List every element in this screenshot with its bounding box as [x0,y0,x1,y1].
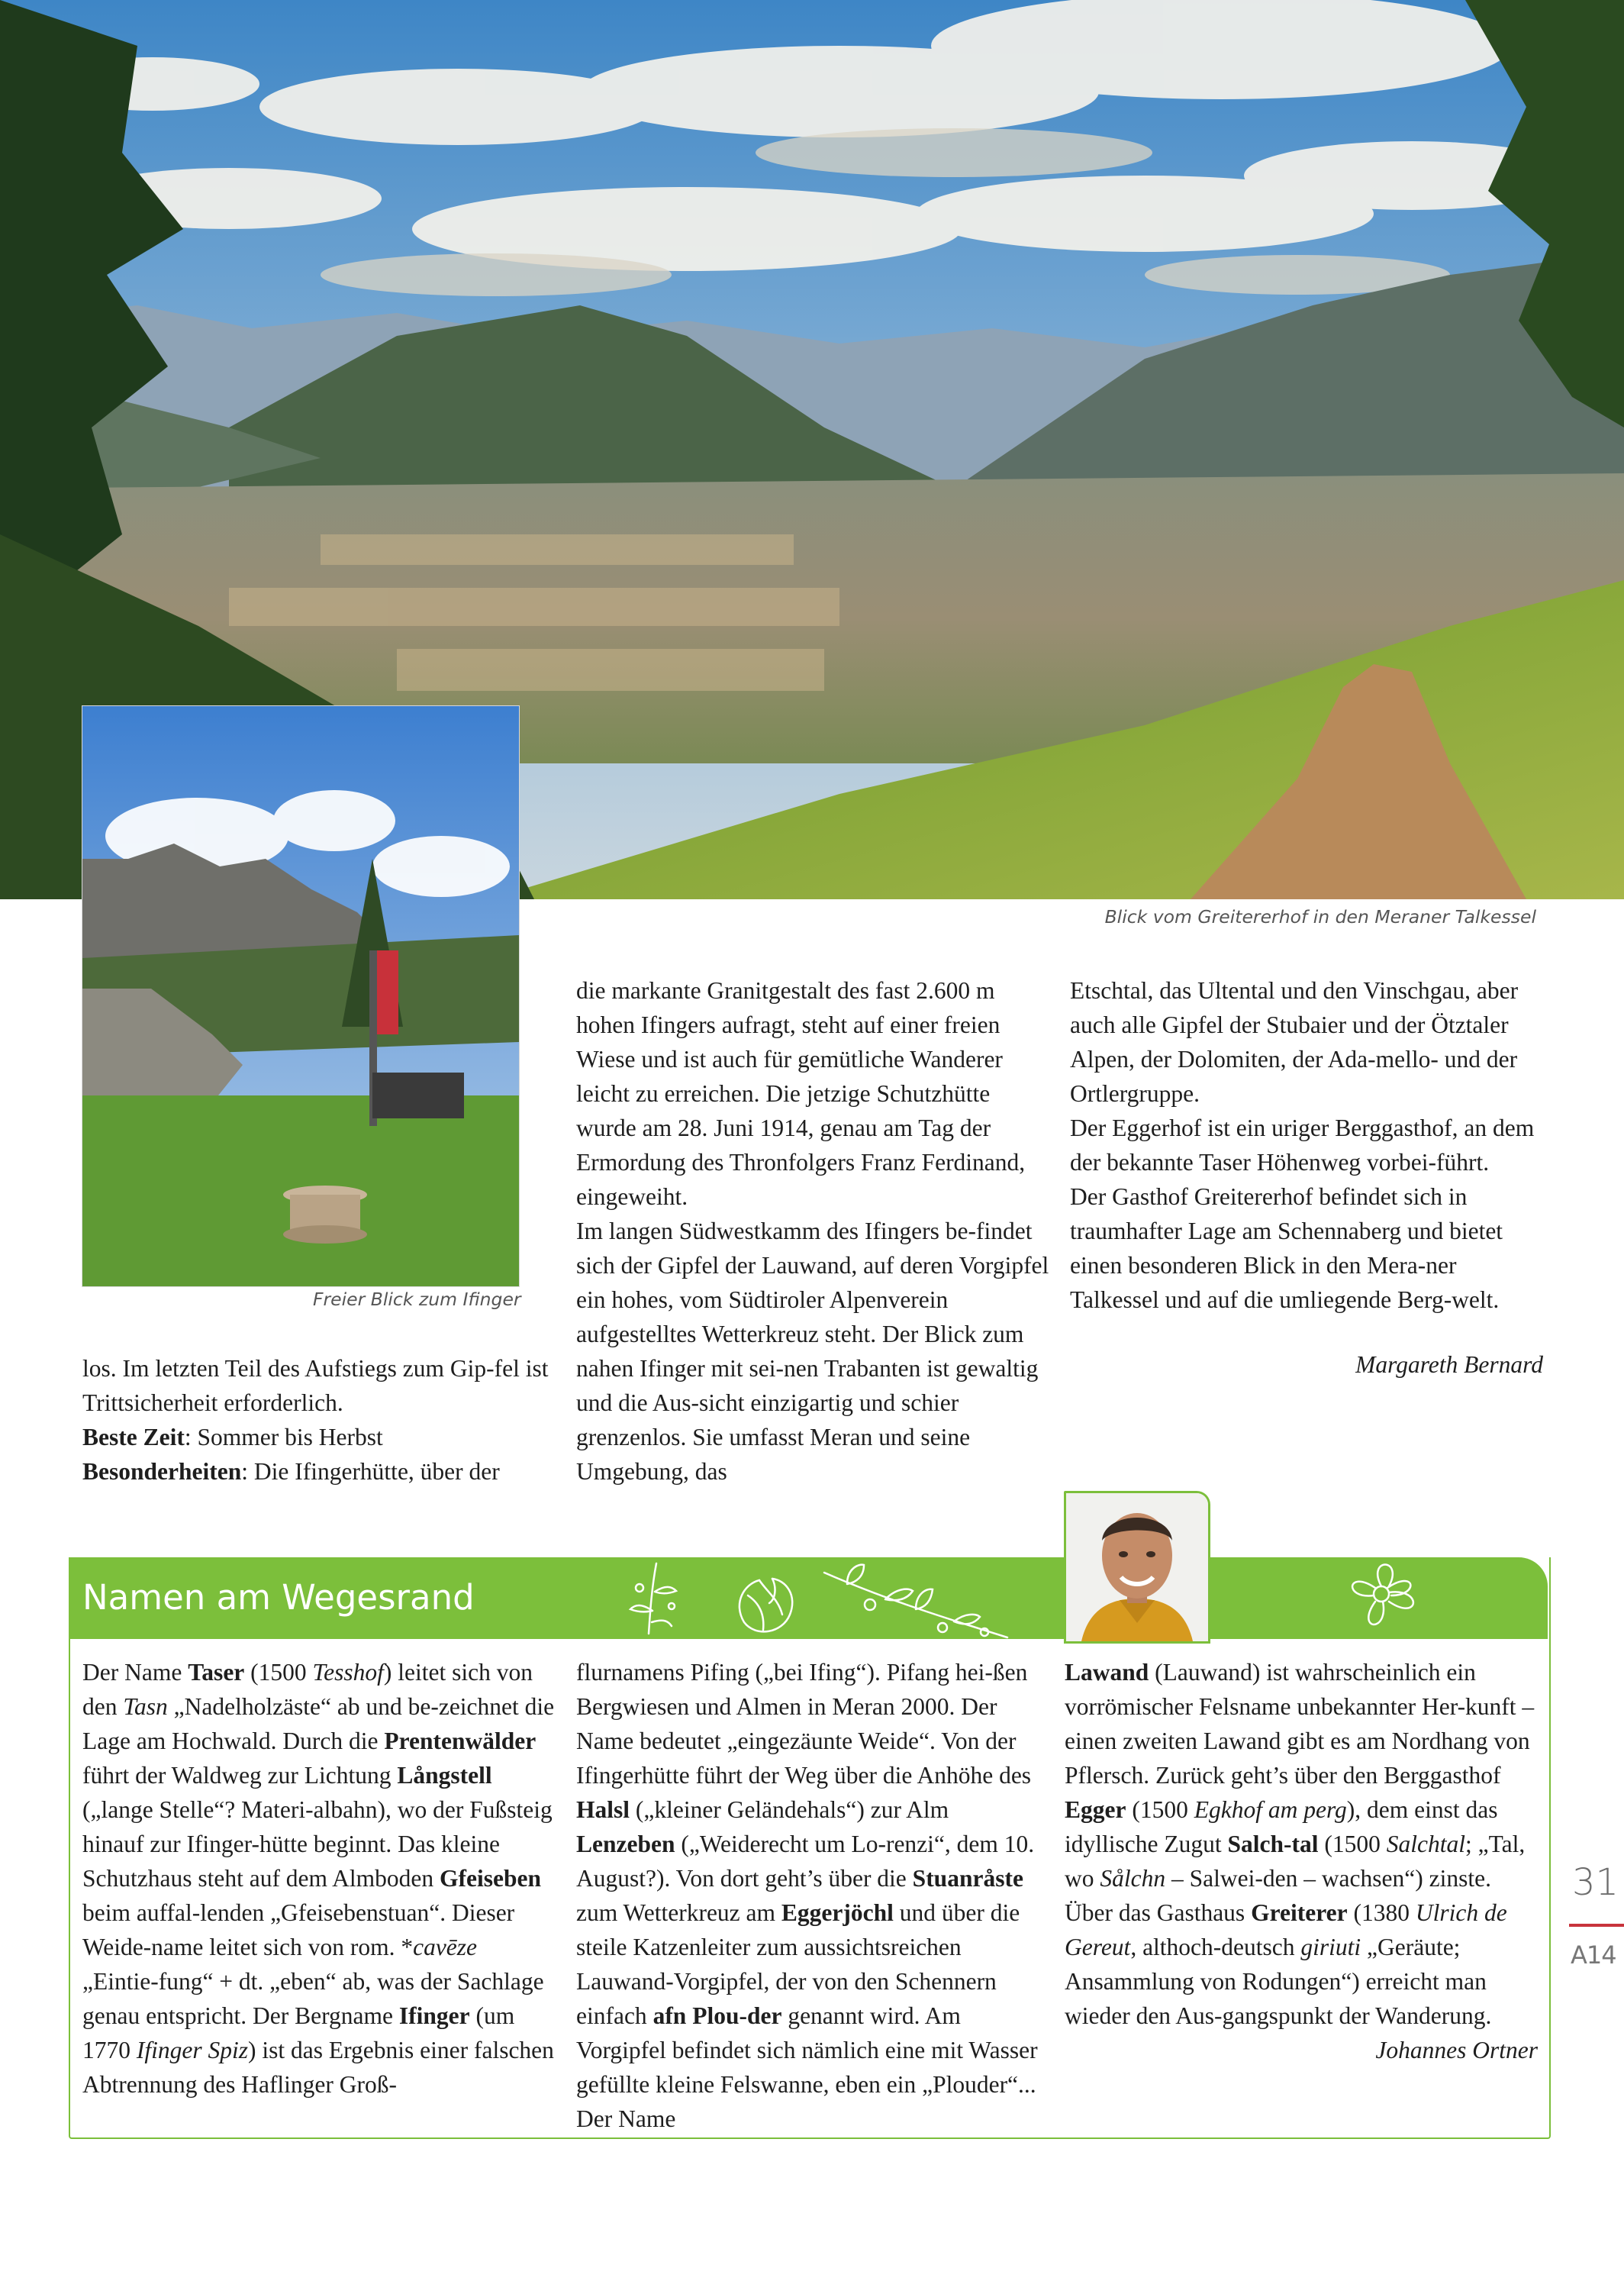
sidebar-author: Johannes Ortner [1375,2037,1538,2063]
best-time [82,1420,556,1454]
paragraph: Lawand (Lauwand) ist wahrscheinlich ein vorrömischer Felsname unbekannter Her-kunft – einen zweiten Lawand gibt es am Nordhang von Pflersch. Zurück geht’s über den Berggasthof Egger (1500 Egkhof am perg), dem einst das idyllische Zugut Salch-tal (1500 Salchtal; „Tal, wo Sålchn – Salwei-den – wachsen“) zinste. Über das Gasthaus Greiterer (1380 Ulrich de Gereut, althoch-deutsch giriuti „Geräute; Ansammlung von Rodungen“) erreicht man wieder den Aus-gangspunkt der Wanderung. [1065,1659,1535,2029]
paragraph: Der Gasthof Greitererhof befindet sich in traumhafter Lage am Schennaberg und bietet einen besonderen Blick in den Mera-ner Talkessel und auf die umliegende Berg-welt. [1070,1183,1503,1313]
best-time-value: : Sommer bis Herbst [184,1424,383,1450]
hero-caption: Blick vom Greitererhof in den Meraner Talkessel [1104,906,1536,928]
sidebar-title: Namen am Wegesrand [82,1577,475,1618]
paragraph: die markante Granitgestalt des fast 2.600 m hohen Ifingers aufragt, steht auf einer freien Wiese und ist auch für gemütliche Wanderer leicht zu erreichen. Die jetzige Schutzhütte wurde am 28. Juni 1914, genau am Tag der Ermordung des Thronfolgers Franz Ferdinand, eingeweiht. [576,977,1026,1210]
page-rule [1569,1924,1624,1927]
paragraph: Der Eggerhof ist ein uriger Berggasthof, an dem der bekannte Taser Höhenweg vorbei-führt. [1070,1115,1535,1176]
article-column-2 [576,973,1049,1489]
author-portrait [1064,1491,1210,1644]
paragraph: Der Name Taser (1500 Tesshof) leitet sich von den Tasn „Nadelholzäste“ ab und be-zeichnet die Lage am Hochwald. Durch die Prentenwälder führt der Waldweg zur Lichtung Långstell („lange Stelle“? Materi-albahn), wo der Fußsteig hinauf zur Ifinger-hütte beginnt. Das kleine Schutzhaus steht auf dem Almboden Gfeiseben beim auffal-lenden „Gfeisebenstuan“. Dieser Weide-name leitet sich von rom. *cavēze „Eintie-fung“ + dt. „eben“ ab, was der Sachlage genau entspricht. Der Bergname Ifinger (um 1770 Ifinger Spiz) ist das Ergebnis einer falschen Abtrennung des Haflinger Groß- [82,1659,555,2098]
paragraph: Im langen Südwestkamm des Ifingers be-findet sich der Gipfel der Lauwand, auf deren Vorgipfel ein hohes, vom Südtiroler Alpenverein aufgestelltes Wetterkreuz steht. Der Blick zum nahen Ifinger mit sei-nen Trabanten ist gewaltig und die Aus-sicht einzigartig und schier grenzenlos. Sie umfasst Meran und seine Umgebung, das [576,1218,1049,1485]
inset-photo [82,706,519,1286]
sidebar-column-2 [576,1655,1049,2136]
special-features [82,1454,556,1489]
article-author: Margareth Bernard [1355,1351,1543,1378]
flower-line-icon [1352,1565,1413,1625]
leaf-branch-icon [630,1563,676,1634]
paragraph: los. Im letzten Teil des Aufstiegs zum Gip-fel ist Trittsicherheit erforderlich. [82,1355,549,1416]
best-time-label: Beste Zeit [82,1424,185,1450]
paragraph: Etschtal, das Ultental und den Vinschgau, aber auch alle Gipfel der Stubaier und der Ötztaler Alpen, der Dolomiten, der Ada-mello- und der Ortlergruppe. [1070,977,1519,1107]
page-number: 31 [1572,1861,1619,1904]
rose-line-icon [740,1579,792,1631]
leaf-branch-icon [824,1565,1007,1637]
article-column-3 [1070,973,1543,1382]
sidebar-column-1 [82,1655,556,2102]
inset-caption: Freier Blick zum Ifinger [313,1289,521,1310]
sidebar-column-3 [1065,1655,1538,2067]
page-code: A14 [1571,1941,1616,1970]
special-features-value: : Die Ifingerhütte, über der [241,1458,500,1485]
article-column-1 [82,1351,556,1489]
paragraph: flurnamens Pifing („bei Ifing“). Pifang hei-ßen Bergwiesen und Almen in Meran 2000. Der Name bedeutet „eingezäunte Weide“. Von der Ifingerhütte führt der Weg über die Anhöhe des Halsl („kleiner Geländehals“) zur Alm Lenzeben („Weiderecht um Lo-renzi“, dem 10. August?). Von dort geht’s über die Stuanråste zum Wetterkreuz am Eggerjöchl und über die steile Katzenleiter zum aussichtsreichen Lauwand-Vorgipfel, der von den Schennern einfach afn Plou-der genannt wird. Am Vorgipfel befindet sich nämlich eine mit Wasser gefüllte kleine Felswanne, eben ein „Plouder“... Der Name [576,1659,1038,2132]
special-features-label: Besonderheiten [82,1458,242,1485]
